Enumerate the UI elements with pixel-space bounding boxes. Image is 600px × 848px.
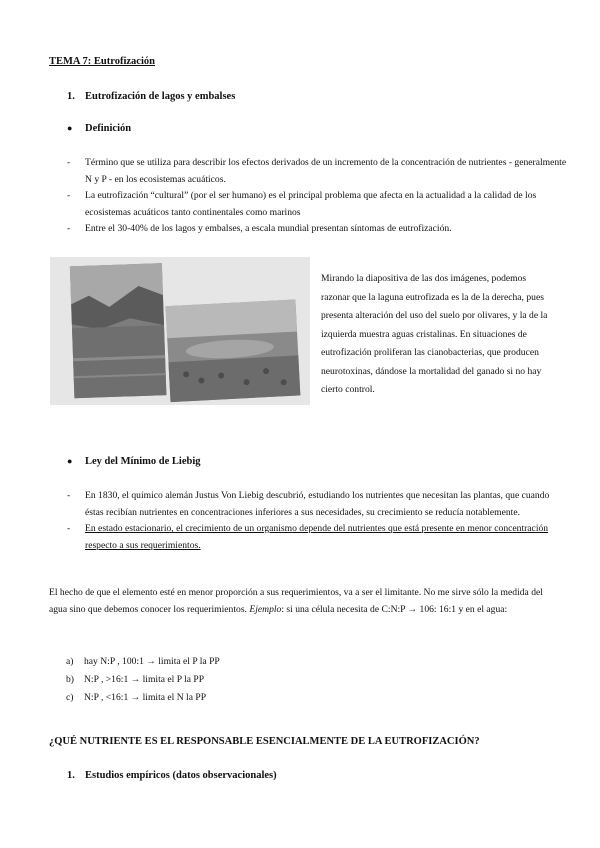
question-heading: ¿QUÉ NUTRIENTE ES EL RESPONSABLE ESENCIALMENTE DE LA EUTROFIZACIÓN? xyxy=(49,736,480,747)
list-item: b) N:P , >16:1 → limita el P la PP xyxy=(66,674,205,685)
definicion-title: Definición xyxy=(85,123,132,134)
definicion-heading xyxy=(67,123,131,134)
section-heading-1 xyxy=(67,91,235,102)
list-item: - En estado estacionario, el crecimiento de un organismo depende del nutrientes que está presente en menor concentración respecto a sus requerimientos. xyxy=(67,523,549,551)
section-number: 1. xyxy=(67,770,75,781)
section-title: Estudios empíricos (datos observacionales) xyxy=(85,770,277,781)
bullet-icon: ● xyxy=(67,456,73,466)
lake-photos-image xyxy=(50,257,310,405)
liebig-list xyxy=(67,488,567,554)
liebig-title: Ley del Mínimo de Liebig xyxy=(85,456,201,467)
section-heading-2 xyxy=(67,770,277,781)
section-number: 1. xyxy=(67,91,75,102)
list-item: a) hay N:P , 100:1 → limita el P la PP xyxy=(66,656,220,667)
example-paragraph: El hecho de que el elemento esté en menor proporción a sus requerimientos, va a ser el limitante. No me sirve sólo la medida del agua sino que debemos conocer los requerimientos. Ejemplo: si una célula necesita de C:N:P → 106: 16:1 y en el agua: xyxy=(49,587,543,615)
page-title: TEMA 7: Eutrofización xyxy=(49,56,155,67)
definicion-list xyxy=(67,155,567,238)
ratio-list xyxy=(66,653,220,707)
list-item: - La eutrofización “cultural” (por el ser humano) es el principal problema que afecta en la actualidad a la calidad de los ecosistemas acuáticos tanto continentales como marinos xyxy=(67,190,537,218)
image-caption: Mirando la diapositiva de las dos imágenes, podemos razonar que la laguna eutrofizada es la de la derecha, pues presenta alteración del uso del suelo por olivares, y la de la izquierda muestra aguas cristalinas. En situaciones de eutrofización proliferan las cianobacterias, que producen neurotoxinas, dándose la mortalidad del ganado si no hay cierto control. xyxy=(321,273,548,395)
liebig-heading xyxy=(67,456,201,467)
list-item: - En 1830, el químico alemán Justus Von Liebig descubrió, estudiando los nutrientes que necesitan las plantas, que cuando éstas recibían nutrientes en concentraciones inferiores a sus necesidades, su crecimiento se reducía notablemente. xyxy=(67,490,550,518)
bullet-icon: ● xyxy=(67,123,73,133)
list-item: - Entre el 30-40% de los lagos y embalses, a escala mundial presentan síntomas de eutrofización. xyxy=(67,223,452,234)
list-item: - Término que se utiliza para describir los efectos derivados de un incremento de la concentración de nutrientes - generalmente N y P - en los ecosistemas acuáticos. xyxy=(67,157,567,185)
section-title: Eutrofización de lagos y embalses xyxy=(85,91,236,102)
list-item: c) N:P , <16:1 → limita el N la PP xyxy=(66,692,207,703)
